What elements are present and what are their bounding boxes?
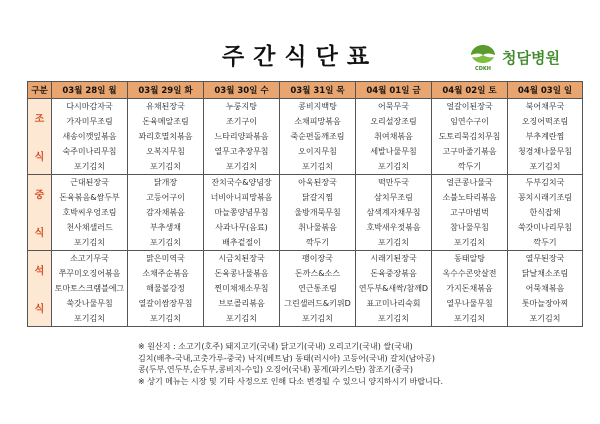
menu-item: 부추계란찜 — [525, 132, 565, 141]
menu-item: 가자미무조림 — [66, 117, 113, 126]
menu-item: 열무된장국 — [525, 254, 565, 263]
menu-item: 표고미나리숙회 — [366, 299, 421, 308]
menu-cell — [280, 175, 356, 251]
meal-row — [28, 251, 583, 327]
menu-item: 삼색계자채무침 — [366, 208, 421, 217]
meal-label — [28, 175, 52, 251]
menu-cell — [356, 175, 432, 251]
menu-cell — [356, 99, 432, 175]
weekly-menu-table — [27, 81, 583, 327]
menu-item: 깍두기 — [305, 238, 330, 247]
day-header: 03월 28일 월 — [52, 82, 128, 99]
hospital-logo — [468, 42, 560, 72]
meal-row — [28, 99, 583, 175]
menu-item: 배추겉절이 — [222, 238, 261, 247]
menu-item: 세발나물무침 — [370, 147, 417, 156]
menu-item: 취여채볶음 — [374, 132, 413, 141]
menu-item: 오리설장조림 — [370, 117, 417, 126]
menu-cell — [204, 99, 280, 175]
menu-item: 열갈이쌈장무침 — [138, 299, 193, 308]
menu-body — [28, 99, 583, 327]
menu-cell — [204, 251, 280, 327]
menu-item: 쑥갓미나리무침 — [517, 223, 573, 232]
menu-item: 토마토스크램블에그 — [54, 284, 125, 293]
menu-item: 임연수구이 — [450, 117, 489, 126]
menu-cell — [128, 99, 204, 175]
menu-item: 돈육콩나물볶음 — [214, 269, 269, 278]
menu-item: 포기김치 — [529, 314, 561, 323]
menu-item: 도토리묵김치무침 — [438, 132, 501, 141]
menu-item: 포기김치 — [302, 162, 333, 171]
page-title: 주간식단표 — [221, 44, 379, 70]
menu-item: 어묵무국 — [378, 102, 409, 111]
menu-item: 소채주순볶음 — [142, 269, 189, 278]
meal-label-char: 중 — [34, 190, 45, 202]
menu-cell — [128, 251, 204, 327]
menu-cell — [52, 99, 128, 175]
hospital-logo-mark — [468, 43, 498, 71]
menu-item: 북어채무국 — [525, 102, 565, 111]
menu-item: 연근통조림 — [298, 284, 337, 293]
menu-item: 포기김치 — [378, 238, 409, 247]
menu-item: 쑥갓나물무침 — [66, 299, 113, 308]
menu-cell — [52, 251, 128, 327]
menu-item: 포기김치 — [150, 162, 181, 171]
menu-item: 얼큰콩나물국 — [446, 178, 493, 187]
menu-item: 팽이장국 — [302, 254, 333, 263]
menu-item: 포기김치 — [378, 162, 409, 171]
menu-item: 느타리양파볶음 — [214, 132, 269, 141]
day-header: 04월 01일 금 — [356, 82, 432, 99]
menu-cell — [128, 175, 204, 251]
meal-label — [28, 251, 52, 327]
menu-cell — [432, 175, 508, 251]
menu-item: 닭갈지찜 — [302, 193, 333, 202]
notes — [138, 341, 578, 387]
meal-label — [28, 99, 52, 175]
menu-item: 열무나물무침 — [446, 299, 493, 308]
menu-item: 근대된장국 — [70, 178, 109, 187]
menu-item: 포기김치 — [74, 162, 105, 171]
menu-item: 고구마범벅 — [450, 208, 489, 217]
menu-item: 울방개묵무침 — [294, 208, 341, 217]
menu-item: 꽁치시래기조림 — [517, 193, 573, 202]
menu-item: 시금치된장국 — [218, 254, 265, 263]
meal-label-char: 식 — [34, 151, 45, 163]
menu-item: 닭개장 — [153, 178, 178, 187]
menu-item: 얼갈이된장국 — [446, 102, 493, 111]
menu-item: 시래기된장국 — [370, 254, 417, 263]
menu-item: 돈육볶음&쌈두부 — [59, 193, 120, 202]
menu-item: 포기김치 — [454, 314, 485, 323]
header-corner: 구분 — [28, 82, 52, 99]
menu-item: 맑은미역국 — [146, 254, 185, 263]
meal-label-char: 식 — [34, 227, 45, 239]
note-origin-line: 김치(배추-국내,고춧가루-중국) 낙지(베트남) 동태(러시아) 고등어(국내) 갈치(남아공) — [138, 353, 435, 363]
menu-item: 고구마줄기볶음 — [442, 147, 497, 156]
menu-cell — [280, 99, 356, 175]
menu-item: 마늘쫑양념무침 — [214, 208, 269, 217]
menu-item: 호박씨우엉조림 — [62, 208, 117, 217]
menu-item: 쭈꾸미오징어볶음 — [58, 269, 121, 278]
menu-item: 오복지무침 — [146, 147, 185, 156]
menu-item: 깍두기 — [457, 162, 482, 171]
day-header: 03월 31일 목 — [280, 82, 356, 99]
meal-row — [28, 175, 583, 251]
menu-item: 돈육메알조림 — [142, 117, 189, 126]
menu-cell — [204, 175, 280, 251]
menu-item: 참나물무침 — [450, 223, 489, 232]
menu-cell — [432, 251, 508, 327]
menu-item: 브로콜리볶음 — [218, 299, 265, 308]
menu-item: 다시마감자국 — [66, 102, 113, 111]
menu-item: 감자채볶음 — [146, 208, 185, 217]
note-origin-line: 콩(두부,연두부,순두부,콩비지-수입) 오징어(국내) 꽁게(파키스탄) 참조기(중국) — [138, 365, 413, 374]
menu-item: 청경채나물무침 — [517, 147, 573, 156]
menu-item: 포기김치 — [150, 238, 181, 247]
menu-item: 부추생채 — [150, 223, 181, 232]
menu-item: 죽순편돌깨조림 — [290, 132, 345, 141]
day-header: 03월 29일 화 — [128, 82, 204, 99]
menu-item: 돈까스&소스 — [295, 269, 340, 278]
menu-item: 숙주미나리무침 — [62, 147, 117, 156]
menu-item: 소고기무국 — [70, 254, 109, 263]
menu-item: 소불노타리볶음 — [442, 193, 497, 202]
menu-item: 떡만두국 — [378, 178, 409, 187]
logo-caption: CDKH — [475, 66, 491, 71]
menu-item: 포기김치 — [226, 162, 257, 171]
menu-item: 동태알탕 — [454, 254, 485, 263]
menu-item: 깍두기 — [533, 238, 557, 247]
meal-label-char: 조 — [34, 114, 45, 126]
menu-item: 찐미채채소무침 — [214, 284, 269, 293]
menu-item: 포기김치 — [302, 314, 333, 323]
menu-item: 돈육중장볶음 — [370, 269, 417, 278]
menu-item: 포기김치 — [74, 314, 105, 323]
meal-label-char: 석 — [34, 266, 45, 278]
menu-item: 열무고추장무침 — [214, 147, 269, 156]
menu-item: 포기김치 — [74, 238, 105, 247]
menu-item: 닭날채소조림 — [521, 269, 569, 278]
menu-cell — [52, 175, 128, 251]
menu-item: 꽈리호멸치볶음 — [138, 132, 193, 141]
day-header: 03월 30일 수 — [204, 82, 280, 99]
menu-cell — [508, 99, 583, 175]
menu-item: 새송이깻잎볶음 — [62, 132, 117, 141]
menu-item: 사과나무(음료) — [215, 223, 268, 232]
menu-item: 옥수수콘앗살전 — [442, 269, 497, 278]
menu-item: 조기구이 — [226, 117, 257, 126]
menu-item: 오이지무침 — [298, 147, 337, 156]
menu-item: 삼치무조림 — [374, 193, 413, 202]
menu-item: 누룽지탕 — [226, 102, 257, 111]
menu-item: 해물볼강정 — [146, 284, 185, 293]
menu-cell — [280, 251, 356, 327]
menu-item: 가지돈채볶음 — [446, 284, 493, 293]
menu-item: 유채된장국 — [146, 102, 185, 111]
menu-cell — [432, 99, 508, 175]
menu-item: 연두부&새싹/참깨D — [358, 284, 429, 293]
menu-item: 포기김치 — [378, 314, 409, 323]
menu-item: 아욱된장국 — [298, 178, 337, 187]
menu-cell — [356, 251, 432, 327]
header-row — [28, 82, 583, 99]
menu-item: 취나물볶음 — [298, 223, 337, 232]
menu-cell — [508, 251, 583, 327]
menu-item: 한식잡채 — [529, 208, 561, 217]
menu-item: 그린샐러드&키위D — [284, 299, 351, 308]
menu-item: 콩비지백탕 — [298, 102, 337, 111]
menu-item: 포기김치 — [529, 162, 561, 171]
day-header: 04월 02일 토 — [432, 82, 508, 99]
menu-item: 두부김치국 — [525, 178, 565, 187]
menu-item: 너비아니피망볶음 — [210, 193, 273, 202]
meal-label-char: 식 — [34, 303, 45, 315]
hospital-name: 청담병원 — [502, 48, 560, 67]
menu-cell — [508, 175, 583, 251]
menu-item: 소채피망볶음 — [294, 117, 341, 126]
menu-item: 어묵채볶음 — [525, 284, 565, 293]
note-disclaimer: ※ 상기 메뉴는 시장 및 기타 사정으로 인해 다소 변경될 수 있으니 양지하시기 바랍니다. — [138, 376, 444, 386]
menu-item: 잔치국수&양념장 — [211, 178, 272, 187]
menu-item: 포기김치 — [454, 238, 485, 247]
menu-item: 호박새우젓볶음 — [366, 223, 421, 232]
menu-item: 천사채샐러드 — [66, 223, 113, 232]
menu-item: 오징어떡조림 — [521, 117, 569, 126]
note-origin-line: ※ 원산지 : 소고기(호주) 돼지고기(국내) 닭고기(국내) 오리고기(국내) 쌀(국내) — [138, 342, 413, 351]
menu-item: 톳마늘장아찌 — [521, 299, 569, 308]
day-header: 04월 03일 일 — [508, 82, 583, 99]
menu-item: 포기김치 — [226, 314, 257, 323]
menu-item: 포기김치 — [150, 314, 181, 323]
menu-item: 고등어구이 — [146, 193, 185, 202]
